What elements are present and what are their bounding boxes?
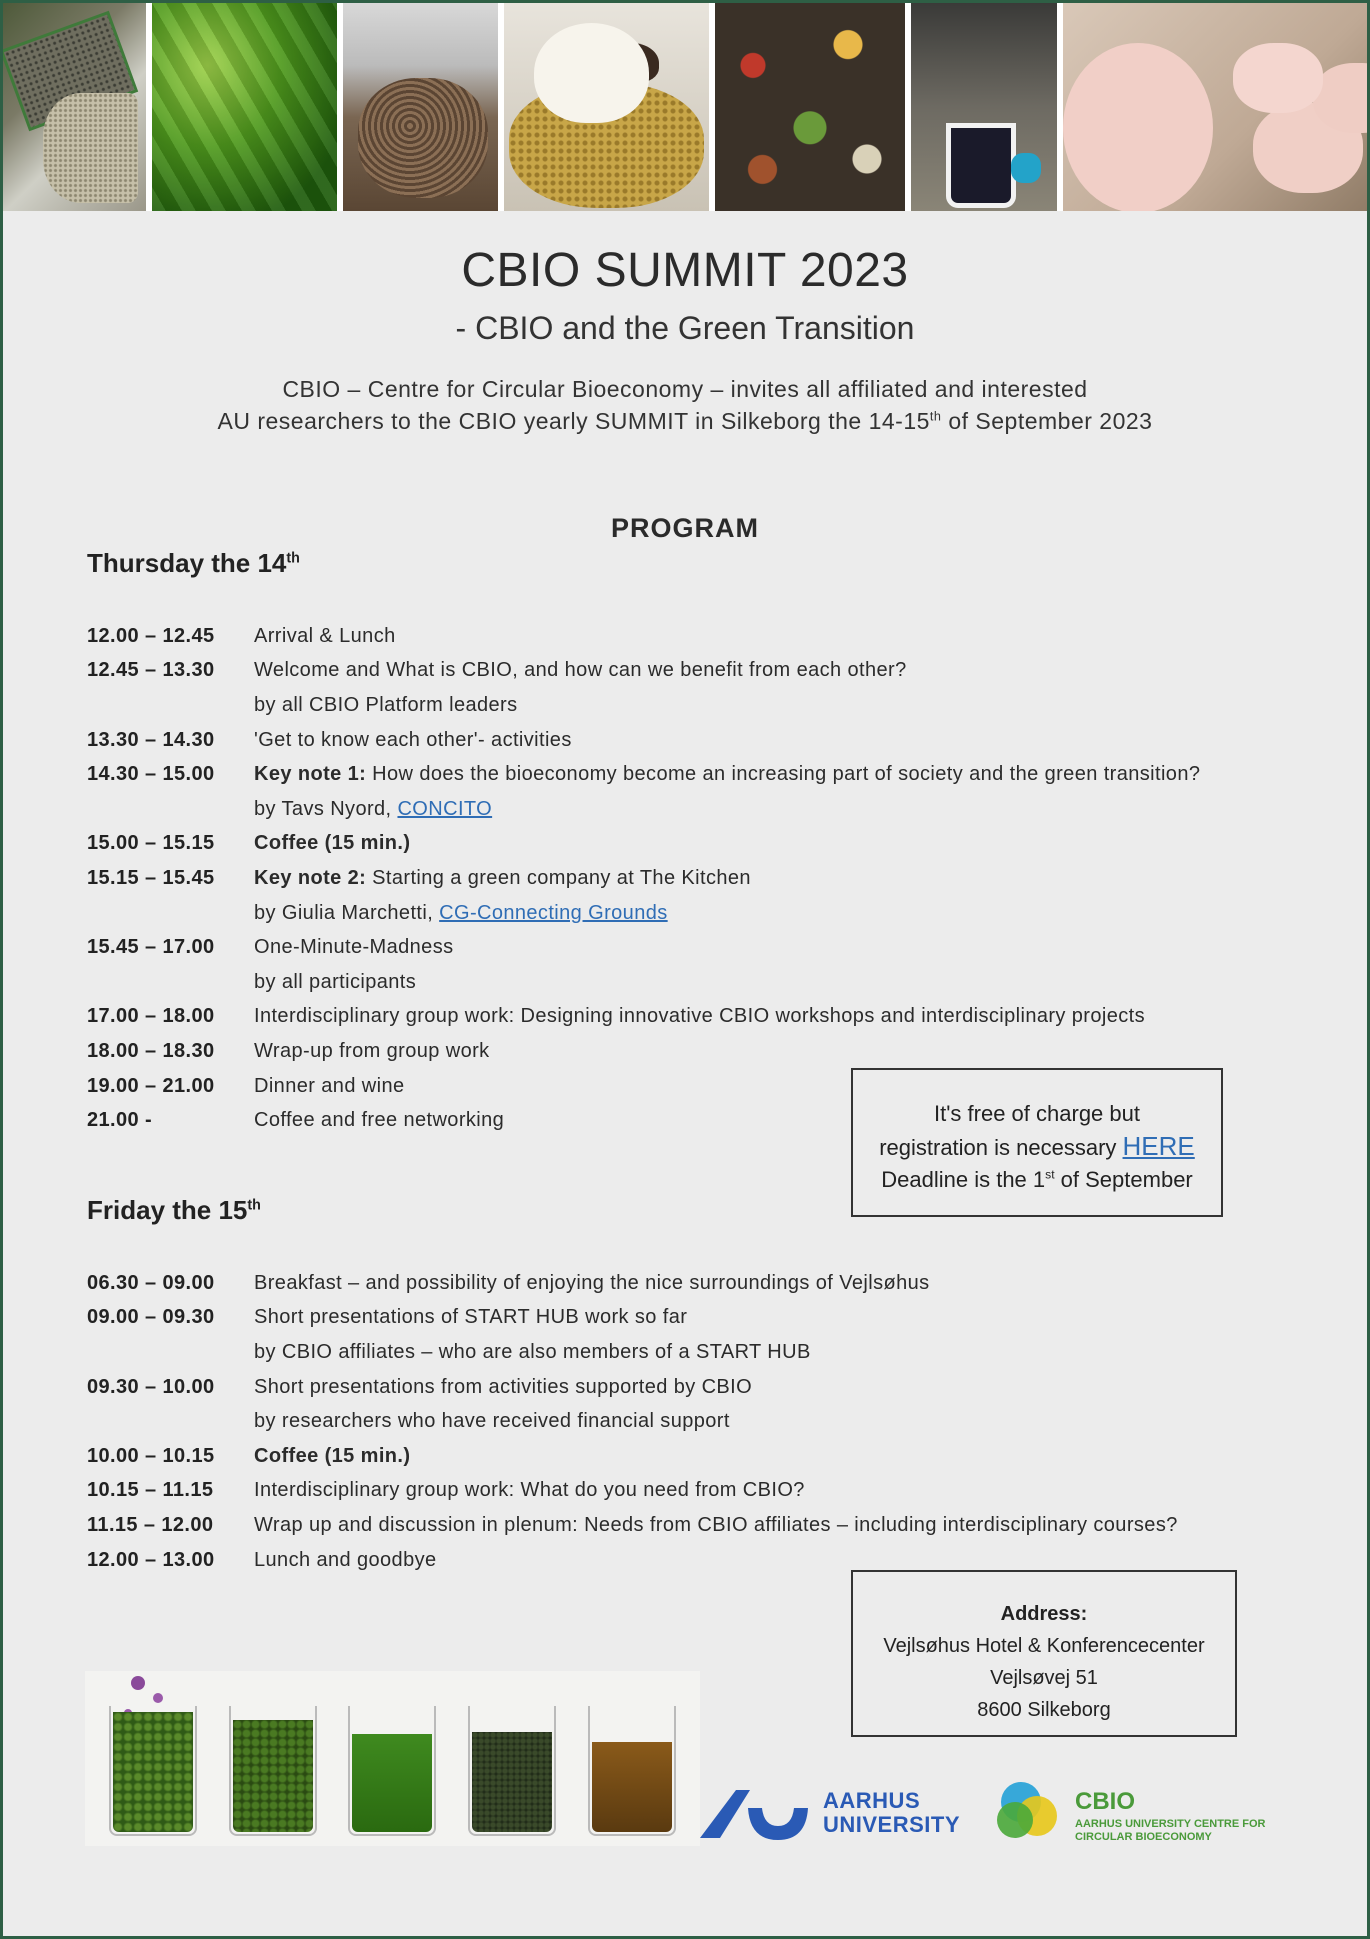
schedule-description <box>254 798 492 821</box>
schedule-description <box>254 1040 490 1063</box>
schedule-row <box>87 1508 1337 1543</box>
schedule-time: 15.00 – 15.15 <box>87 832 215 855</box>
pigs-photo <box>1063 3 1370 211</box>
address-line-3: 8600 Silkeborg <box>977 1699 1111 1721</box>
schedule-text: Welcome and What is CBIO, and how can we benefit from each other? <box>254 659 907 682</box>
schedule-text: Breakfast – and possibility of enjoying the nice surroundings of Vejlsøhus <box>254 1271 930 1294</box>
schedule-text: by Giulia Marchetti, <box>254 901 440 924</box>
schedule-text: Lunch and goodbye <box>254 1548 437 1571</box>
schedule-text: Wrap-up from group work <box>254 1039 490 1062</box>
speaker-org-link[interactable]: CONCITO <box>397 797 493 820</box>
schedule-row <box>87 654 1337 689</box>
photo-banner <box>3 3 1370 211</box>
schedule-time: 17.00 – 18.00 <box>87 1005 215 1028</box>
insect-dish-photo <box>504 3 709 211</box>
food-spread-photo <box>715 3 905 211</box>
schedule-time: 19.00 – 21.00 <box>87 1074 215 1097</box>
address-line-2: Vejlsøvej 51 <box>990 1667 1098 1689</box>
schedule-description <box>254 1514 1178 1537</box>
address-line-1: Vejlsøhus Hotel & Konferencecenter <box>883 1635 1205 1657</box>
schedule-row <box>87 1000 1337 1035</box>
schedule-description <box>254 1479 805 1502</box>
address-label: Address: <box>1000 1603 1088 1625</box>
schedule-text: Arrival & Lunch <box>254 624 396 647</box>
registration-line-2: registration is necessary HERE <box>879 1131 1195 1161</box>
schedule-description <box>254 659 907 682</box>
schedule-row <box>87 1335 1337 1370</box>
schedule-text: Starting a green company at The Kitchen <box>366 866 751 889</box>
schedule-description <box>254 625 396 648</box>
schedule-description <box>254 694 518 717</box>
schedule-row <box>87 757 1337 792</box>
schedule-time: 15.15 – 15.45 <box>87 866 215 889</box>
schedule-text: Dinner and wine <box>254 1074 405 1097</box>
schedule-time: 09.30 – 10.00 <box>87 1375 215 1398</box>
schedule-time: 11.15 – 12.00 <box>87 1513 214 1536</box>
schedule-row <box>87 1370 1337 1405</box>
seaweed-photo <box>152 3 337 211</box>
schedule-description <box>254 936 454 959</box>
lab-bucket-photo <box>911 3 1057 211</box>
schedule-description <box>254 971 416 994</box>
schedule-row <box>87 688 1337 723</box>
registration-line-1: It's free of charge but <box>934 1101 1140 1126</box>
cbio-logo-subtitle: AARHUS UNIVERSITY CENTRE FOR CIRCULAR BIOECONOMY <box>1075 1818 1266 1843</box>
schedule-row <box>87 1301 1337 1336</box>
schedule-description <box>254 867 751 890</box>
beaker-dark-fibre <box>468 1706 556 1836</box>
schedule-time: 18.00 – 18.30 <box>87 1039 215 1062</box>
schedule-time: 12.00 – 13.00 <box>87 1548 215 1571</box>
schedule-time: 06.30 – 09.00 <box>87 1271 215 1294</box>
schedule-text: Short presentations from activities supported by CBIO <box>254 1375 753 1398</box>
schedule-description <box>254 729 572 752</box>
registration-deadline: Deadline is the 1st of September <box>881 1167 1193 1192</box>
schedule-text: 'Get to know each other'- activities <box>254 728 572 751</box>
schedule-text: One-Minute-Madness <box>254 936 454 959</box>
fibre-bowl-photo <box>343 3 498 211</box>
schedule-description <box>254 1005 1145 1028</box>
schedule-description <box>254 1109 504 1132</box>
schedule-text: by CBIO affiliates – who are also members of a START HUB <box>254 1340 811 1363</box>
thursday-schedule <box>87 619 1337 1138</box>
schedule-bold-label: Key note 2: <box>254 866 367 889</box>
beaker-brown-liquid <box>588 1706 676 1836</box>
schedule-time: 12.45 – 13.30 <box>87 659 215 682</box>
schedule-row <box>87 827 1337 862</box>
schedule-text: Interdisciplinary group work: Designing innovative CBIO workshops and interdisciplinary projects <box>254 1005 1146 1028</box>
schedule-time: 15.45 – 17.00 <box>87 936 215 959</box>
schedule-row <box>87 930 1337 965</box>
page-title: CBIO SUMMIT 2023 <box>461 244 909 297</box>
schedule-row <box>87 1474 1337 1509</box>
schedule-row <box>87 1266 1337 1301</box>
beaker-green-juice <box>348 1706 436 1836</box>
friday-heading: Friday the 15th <box>87 1195 261 1225</box>
schedule-text: by researchers who have received financial support <box>254 1410 730 1433</box>
beaker-chopped <box>229 1706 317 1836</box>
schedule-bold-label: Key note 1: <box>254 763 367 786</box>
cbio-logo-icon <box>993 1778 1063 1843</box>
beaker-plants <box>109 1706 197 1836</box>
schedule-description <box>254 902 668 925</box>
page-subtitle: - CBIO and the Green Transition <box>455 310 915 346</box>
schedule-time: 10.15 – 11.15 <box>87 1479 214 1502</box>
schedule-text: Interdisciplinary group work: What do you need from CBIO? <box>254 1479 805 1502</box>
schedule-description <box>254 1075 405 1098</box>
schedule-row <box>87 619 1337 654</box>
schedule-text: Short presentations of START HUB work so far <box>254 1306 688 1329</box>
schedule-text: How does the bioeconomy become an increasing part of society and the green transition? <box>366 763 1201 786</box>
schedule-row <box>87 1404 1337 1439</box>
schedule-row <box>87 723 1337 758</box>
schedule-description <box>254 1549 437 1572</box>
schedule-description <box>254 1341 811 1364</box>
schedule-description <box>254 1272 930 1295</box>
schedule-time: 14.30 – 15.00 <box>87 763 215 786</box>
schedule-time: 21.00 - <box>87 1109 153 1132</box>
schedule-row <box>87 896 1337 931</box>
schedule-row <box>87 861 1337 896</box>
program-heading: PROGRAM <box>611 513 759 543</box>
schedule-text: by Tavs Nyord, <box>254 797 398 820</box>
intro-line-1: CBIO – Centre for Circular Bioeconomy – invites all affiliated and interested <box>282 376 1088 402</box>
intro-line-2: AU researchers to the CBIO yearly SUMMIT in Silkeborg the 14-15th of September 2023 <box>217 408 1153 434</box>
schedule-time: 12.00 – 12.45 <box>87 624 215 647</box>
schedule-description <box>254 832 410 855</box>
schedule-row <box>87 1439 1337 1474</box>
cbio-logo-name: CBIO <box>1075 1788 1135 1815</box>
schedule-text: Coffee and free networking <box>254 1109 505 1132</box>
speaker-org-link[interactable]: CG-Connecting Grounds <box>439 901 668 924</box>
seeds-photo <box>3 3 146 211</box>
schedule-description <box>254 1445 410 1468</box>
schedule-text: by all participants <box>254 970 417 993</box>
schedule-description <box>254 1410 730 1433</box>
registration-box <box>851 1068 1223 1217</box>
schedule-row <box>87 965 1337 1000</box>
schedule-text: by all CBIO Platform leaders <box>254 693 518 716</box>
schedule-description <box>254 763 1200 786</box>
schedule-time: 09.00 – 09.30 <box>87 1306 215 1329</box>
schedule-time: 10.00 – 10.15 <box>87 1444 215 1467</box>
schedule-bold-label: Coffee (15 min.) <box>254 1444 411 1467</box>
au-logo-text: AARHUS UNIVERSITY <box>823 1788 961 1837</box>
intro-text <box>3 373 1367 437</box>
thursday-heading: Thursday the 14th <box>87 548 300 578</box>
friday-schedule <box>87 1266 1337 1577</box>
schedule-description <box>254 1376 752 1399</box>
schedule-text: Wrap up and discussion in plenum: Needs from CBIO affiliates – including interdisciplinary courses? <box>254 1513 1178 1536</box>
schedule-bold-label: Coffee (15 min.) <box>254 832 411 855</box>
schedule-description <box>254 1306 687 1329</box>
schedule-row <box>87 1034 1337 1069</box>
beakers-photo <box>85 1671 700 1846</box>
schedule-row <box>87 792 1337 827</box>
schedule-time: 13.30 – 14.30 <box>87 728 215 751</box>
address-box <box>851 1570 1237 1737</box>
registration-link[interactable]: HERE <box>1122 1131 1195 1161</box>
